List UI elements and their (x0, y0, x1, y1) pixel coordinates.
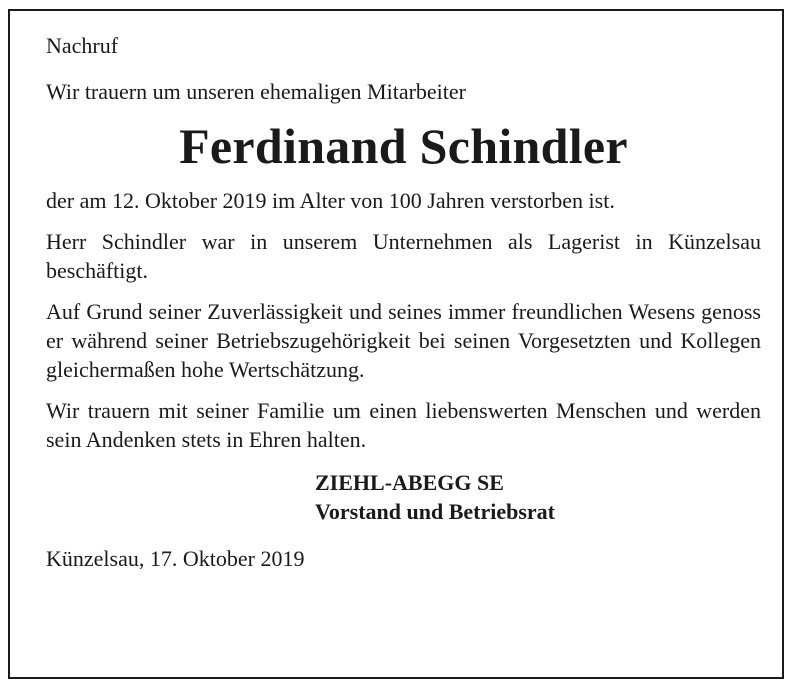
paragraph-death-date: der am 12. Oktober 2019 im Alter von 100 Jahren verstorben ist. (46, 188, 615, 213)
place-and-date: Künzelsau, 17. Oktober 2019 (46, 546, 305, 571)
paragraph-appreciation: Auf Grund seiner Zuverlässigkeit und seines immer freundlichen Wesens genoss er während seiner Betriebszugehörigkeit bei seinen Vorgesetzten und Kollegen gleichermaßen hohe Wertschätzung. (46, 299, 761, 382)
notice-label: Nachruf (46, 33, 119, 58)
paragraph-employment: Herr Schindler war in unserem Unternehmen als Lagerist in Künzelsau beschäftigt. (46, 229, 761, 283)
paragraph-condolence: Wir trauern mit seiner Familie um einen liebenswerten Menschen und werden sein Andenken stets in Ehren halten. (46, 398, 761, 452)
deceased-name: Ferdinand Schindler (179, 118, 628, 174)
signature-department: Vorstand und Betriebsrat (315, 499, 555, 524)
signature-block (315, 468, 761, 526)
intro-line: Wir trauern um unseren ehemaligen Mitarbeiter (46, 79, 466, 104)
obituary-content (46, 31, 761, 573)
obituary-frame (8, 9, 784, 679)
signature-company: ZIEHL-ABEGG SE (315, 470, 504, 495)
